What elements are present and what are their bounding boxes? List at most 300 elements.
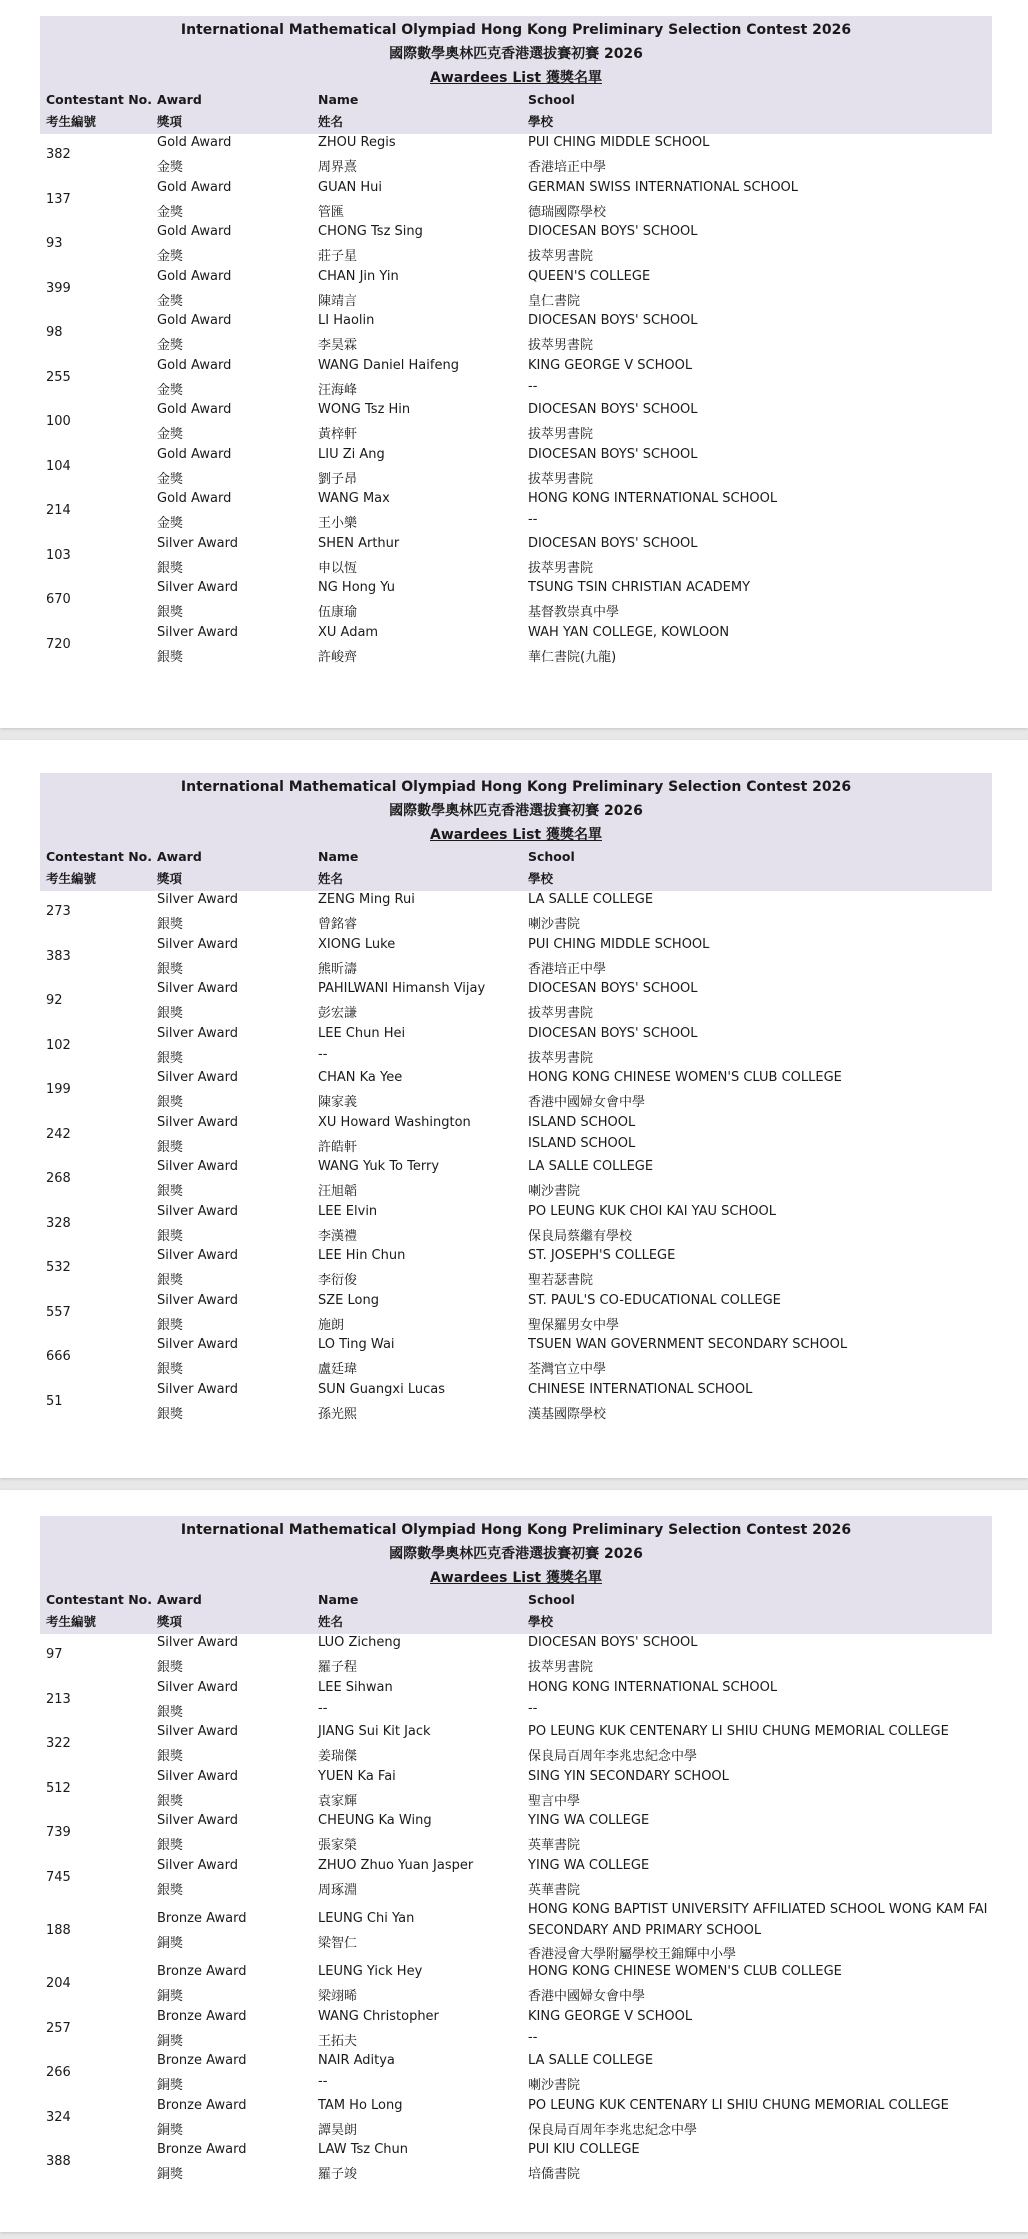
name-en: LUO Zicheng [318,1635,401,1650]
contestant-number: 204 [46,1976,71,1992]
name-zh: 羅子竣 [318,2167,358,2182]
school-zh: 喇沙書院 [528,2078,581,2093]
awardees-list-title: Awardees List 獲獎名單 [430,70,602,86]
table-row [40,268,992,313]
school-en: DIOCESAN BOYS' SCHOOL [528,1635,698,1650]
column-header-no-zh: 考生編號 [46,871,97,886]
contestant-number: 51 [46,1393,63,1409]
school-zh: 拔萃男書院 [528,249,594,264]
column-header-award-en: Award [157,849,202,864]
school-en: TSUEN WAN GOVERNMENT SECONDARY SCHOOL [528,1337,848,1352]
school-zh: 漢基國際學校 [528,1406,607,1422]
name-en: ZENG Ming Rui [318,892,415,907]
award-en: Silver Award [157,1724,238,1739]
award-zh: 金獎 [157,160,184,175]
award-en: Silver Award [157,1292,238,1308]
column-headers [40,1590,992,1634]
contestant-number: 137 [46,191,71,207]
name-zh: 曾銘睿 [318,917,358,932]
table-row [40,1857,992,1902]
school-zh: 喇沙書院 [528,1184,581,1199]
contestant-number: 100 [46,414,71,430]
award-en: Silver Award [157,624,238,640]
award-zh: 銀獎 [157,1273,184,1288]
school-en: LA SALLE COLLEGE [528,1159,654,1174]
school-en: QUEEN'S COLLEGE [528,268,651,284]
sheet-header [40,16,992,90]
contestant-number: 383 [46,948,71,964]
school-zh: 保良局百周年李兆忠紀念中學 [528,2122,698,2138]
award-zh: 銀獎 [157,605,184,620]
school-en: WAH YAN COLLEGE, KOWLOON [528,624,730,640]
name-en: TAM Ho Long [318,2097,403,2113]
name-zh: 管匯 [318,204,345,220]
school-zh: 荃灣官立中學 [528,1362,607,1377]
table-row [40,1723,992,1768]
table-row [40,446,992,491]
name-zh: 李衍俊 [318,1273,358,1288]
award-zh: 銀獎 [157,1882,184,1898]
school-zh: 拔萃男書院 [528,338,594,353]
award-en: Gold Award [157,224,232,239]
column-header-name-zh: 姓名 [318,1614,344,1629]
award-en: Gold Award [157,402,232,417]
award-en: Gold Award [157,313,232,328]
award-zh: 銅獎 [157,2122,184,2138]
table-row [40,357,992,402]
award-zh: 銀獎 [157,1362,184,1377]
table-row [40,1634,992,1679]
name-zh: 施朗 [318,1317,345,1333]
contestant-number: 399 [46,280,71,296]
award-en: Silver Award [157,981,238,996]
column-header-award-zh: 獎項 [157,1614,183,1629]
name-zh: 羅子程 [318,1660,358,1675]
school-en: HONG KONG INTERNATIONAL SCHOOL [528,1679,778,1695]
award-en: Silver Award [157,1635,238,1650]
contestant-number: 98 [46,325,63,341]
table-row [40,1768,992,1813]
name-en: SZE Long [318,1292,379,1308]
name-zh: 申以恆 [318,560,358,576]
name-zh: -- [318,1700,328,1716]
award-zh: 銀獎 [157,961,184,977]
name-zh: 李昊霖 [318,338,358,353]
contestant-number: 93 [46,236,63,252]
school-zh: 拔萃男書院 [528,1660,594,1675]
name-en: CHAN Jin Yin [318,268,399,284]
award-zh: 銅獎 [157,2033,184,2049]
award-en: Gold Award [157,357,232,373]
school-en: PO LEUNG KUK CENTENARY LI SHIU CHUNG MEMORIAL COLLEGE [528,2097,949,2113]
awardees-list-title: Awardees List 獲獎名單 [430,827,602,843]
name-zh: 梁智仁 [318,1936,358,1951]
name-en: WANG Christopher [318,2008,439,2024]
contestant-number: 739 [46,1825,71,1841]
award-en: Silver Award [157,1857,238,1873]
name-en: ZHUO Zhuo Yuan Jasper [318,1857,474,1873]
column-header-no-en: Contestant No. [46,849,152,864]
name-en: NG Hong Yu [318,580,395,595]
school-en: PUI KIU COLLEGE [528,2142,640,2157]
column-header-school-zh: 學校 [528,1614,554,1629]
name-en: YUEN Ka Fai [318,1768,396,1784]
school-en: PO LEUNG KUK CHOI KAI YAU SCHOOL [528,1203,776,1219]
name-en: CHONG Tsz Sing [318,224,423,239]
contestant-number: 666 [46,1349,71,1365]
school-zh: 基督教崇真中學 [528,605,620,620]
column-header-no-en: Contestant No. [46,92,152,107]
table-row [40,179,992,224]
award-en: Bronze Award [157,2142,247,2157]
school-en: ST. PAUL'S CO-EDUCATIONAL COLLEGE [528,1292,781,1308]
name-zh: 伍康瑜 [318,605,358,620]
school-zh: 香港中國婦女會中學 [528,1095,646,1110]
name-en: XIONG Luke [318,936,396,952]
name-zh: 盧廷瑋 [318,1362,358,1377]
school-zh: 保良局蔡繼有學校 [528,1228,633,1244]
school-en: YING WA COLLEGE [528,1813,650,1828]
column-headers [40,90,992,134]
name-zh: 熊昕濤 [318,961,358,977]
school-zh: 香港浸會大學附屬學校王錦輝中小學 [528,1947,737,1962]
column-headers [40,847,992,891]
column-header-award-en: Award [157,92,202,107]
school-zh: -- [528,512,538,527]
school-en: KING GEORGE V SCHOOL [528,357,693,373]
award-zh: 銀獎 [157,1660,184,1675]
award-en: Silver Award [157,1203,238,1219]
award-en: Gold Award [157,268,232,284]
school-zh: 保良局百周年李兆忠紀念中學 [528,1749,698,1764]
contestant-number: 257 [46,2020,71,2036]
name-en: XU Adam [318,624,379,640]
award-zh: 銀獎 [157,1317,184,1333]
school-en: ISLAND SCHOOL [528,1114,636,1130]
school-zh: 英華書院 [528,1838,581,1853]
school-en: DIOCESAN BOYS' SCHOOL [528,535,698,551]
column-header-school-zh: 學校 [528,114,554,129]
award-zh: 金獎 [157,249,184,264]
contestant-number: 199 [46,1082,71,1098]
award-zh: 銀獎 [157,1704,184,1720]
awardees-sheet [40,16,992,668]
name-zh: 彭宏謙 [318,1006,358,1021]
contest-title-zh: 國際數學奧林匹克香港選拔賽初賽 2026 [389,46,643,62]
name-en: LAW Tsz Chun [318,2142,409,2157]
column-header-school-en: School [528,1592,575,1607]
award-en: Silver Award [157,580,238,595]
contestant-number: 266 [46,2065,71,2081]
contestant-number: 104 [46,458,71,474]
school-zh: ISLAND SCHOOL [528,1135,636,1151]
name-zh: 姜瑞傑 [318,1749,358,1764]
contest-title-zh: 國際數學奧林匹克香港選拔賽初賽 2026 [389,1546,643,1562]
name-en: ZHOU Regis [318,135,396,150]
award-en: Silver Award [157,1813,238,1828]
contestant-number: 512 [46,1780,71,1796]
table-row [40,223,992,268]
name-en: CHEUNG Ka Wing [318,1813,432,1828]
award-en: Silver Award [157,1679,238,1695]
award-zh: 金獎 [157,338,184,353]
table-row [40,1381,992,1426]
contest-title-zh: 國際數學奧林匹克香港選拔賽初賽 2026 [389,803,643,819]
name-zh: 袁家輝 [318,1793,358,1809]
name-zh: 汪旭韜 [318,1184,358,1199]
name-en: NAIR Aditya [318,2053,395,2068]
award-en: Silver Award [157,1768,238,1784]
school-en: DIOCESAN BOYS' SCHOOL [528,313,698,328]
school-zh: 喇沙書院 [528,917,581,932]
name-en: LEUNG Yick Hey [318,1964,423,1979]
table-row [40,1812,992,1857]
school-zh: 聖言中學 [528,1793,581,1809]
column-header-no-zh: 考生編號 [46,1614,97,1629]
school-en: CHINESE INTERNATIONAL SCHOOL [528,1381,753,1397]
award-zh: 銀獎 [157,1095,184,1110]
award-zh: 銀獎 [157,1793,184,1809]
school-en: PO LEUNG KUK CENTENARY LI SHIU CHUNG MEMORIAL COLLEGE [528,1724,949,1739]
school-zh: 香港中國婦女會中學 [528,1989,646,2004]
award-en: Silver Award [157,1248,238,1263]
table-row [40,2141,992,2186]
column-header-award-zh: 獎項 [157,114,183,129]
school-en: DIOCESAN BOYS' SCHOOL [528,981,698,996]
name-en: LIU Zi Ang [318,446,385,462]
name-zh: 許皓軒 [318,1139,358,1155]
school-zh: -- [528,378,538,394]
awardees-sheet [40,1516,992,2186]
column-header-name-zh: 姓名 [318,871,344,886]
school-en: PUI CHING MIDDLE SCHOOL [528,936,710,952]
name-en: LEE Hin Chun [318,1248,406,1263]
sheet-header [40,773,992,847]
table-row [40,1336,992,1381]
award-en: Gold Award [157,491,232,506]
table-row [40,980,992,1025]
name-zh: 陳家義 [318,1095,358,1110]
award-zh: 銀獎 [157,1050,184,1066]
table-row [40,312,992,357]
contestant-number: 92 [46,993,63,1009]
table-row [40,401,992,446]
name-en: LEE Elvin [318,1203,378,1219]
award-en: Bronze Award [157,2008,247,2024]
award-zh: 銀獎 [157,1184,184,1199]
column-header-school-en: School [528,849,575,864]
name-en: PAHILWANI Himansh Vijay [318,981,486,996]
contestant-number: 103 [46,547,71,563]
school-zh: 華仁書院(九龍) [528,649,617,665]
column-header-no-en: Contestant No. [46,1592,152,1607]
school-zh: 拔萃男書院 [528,1006,594,1021]
table-row [40,624,992,669]
school-en: PUI CHING MIDDLE SCHOOL [528,135,710,150]
contestant-number: 255 [46,369,71,385]
award-en: Silver Award [157,1070,238,1085]
school-zh: 拔萃男書院 [528,1050,594,1066]
award-en: Silver Award [157,535,238,551]
contestant-number: 720 [46,636,71,652]
school-zh: 聖若瑟書院 [528,1273,594,1288]
table-row [40,2052,992,2097]
school-en: SING YIN SECONDARY SCHOOL [528,1768,729,1784]
award-zh: 金獎 [157,382,184,398]
contestant-number: 214 [46,503,71,519]
award-zh: 金獎 [157,471,184,487]
school-zh: 拔萃男書院 [528,471,594,487]
school-en: LA SALLE COLLEGE [528,2053,654,2068]
contest-title-en: International Mathematical Olympiad Hong Kong Preliminary Selection Contest 2026 [180,1522,852,1538]
school-en: TSUNG TSIN CHRISTIAN ACADEMY [528,580,751,595]
contestant-number: 273 [46,904,71,920]
awardees-list-title: Awardees List 獲獎名單 [430,1570,602,1586]
award-en: Bronze Award [157,1911,247,1926]
name-zh: -- [318,2074,328,2089]
school-en: HONG KONG BAPTIST UNIVERSITY AFFILIATED SCHOOL WONG KAM FAI [528,1902,988,1917]
table-row [40,1292,992,1337]
contestant-number: 97 [46,1647,63,1663]
column-header-name-en: Name [318,849,359,864]
school-zh: 聖保羅男女中學 [528,1317,620,1333]
awardees-sheet [40,773,992,1425]
school-en: KING GEORGE V SCHOOL [528,2008,693,2024]
school-en: ST. JOSEPH'S COLLEGE [528,1248,676,1263]
school-zh: 拔萃男書院 [528,560,594,576]
award-zh: 銀獎 [157,1006,184,1021]
award-zh: 銀獎 [157,560,184,576]
name-en: XU Howard Washington [318,1114,471,1130]
name-en: WANG Max [318,491,390,506]
award-en: Gold Award [157,446,232,462]
table-row [40,1025,992,1070]
name-zh: 李漢禮 [318,1228,358,1244]
name-en: SHEN Arthur [318,535,400,551]
contest-title-en: International Mathematical Olympiad Hong Kong Preliminary Selection Contest 2026 [180,22,852,38]
column-header-name-zh: 姓名 [318,114,344,129]
contestant-number: 388 [46,2154,71,2170]
table-row [40,134,992,179]
table-row [40,936,992,981]
name-en: WANG Yuk To Terry [318,1159,440,1174]
school-en: DIOCESAN BOYS' SCHOOL [528,446,698,462]
table-row [40,490,992,535]
name-en: SUN Guangxi Lucas [318,1381,445,1397]
table-row [40,1158,992,1203]
school-zh: 英華書院 [528,1882,581,1898]
contestant-number: 557 [46,1304,71,1320]
award-en: Silver Award [157,936,238,952]
contestant-number: 213 [46,1691,71,1707]
contestant-number: 322 [46,1736,71,1752]
contestant-number: 328 [46,1215,71,1231]
name-en: LEUNG Chi Yan [318,1911,415,1926]
contestant-number: 670 [46,592,71,608]
table-row [40,1203,992,1248]
name-en: GUAN Hui [318,179,382,195]
award-zh: 銀獎 [157,1228,184,1244]
award-zh: 銀獎 [157,917,184,932]
award-en: Silver Award [157,1114,238,1130]
school-en: HONG KONG INTERNATIONAL SCHOOL [528,491,778,506]
contestant-number: 745 [46,1869,71,1885]
school-en: YING WA COLLEGE [528,1857,650,1873]
school-en: HONG KONG CHINESE WOMEN'S CLUB COLLEGE [528,1964,842,1979]
contestant-number: 188 [46,1923,71,1938]
name-zh: 王拓夫 [318,2033,358,2049]
contest-title-en: International Mathematical Olympiad Hong Kong Preliminary Selection Contest 2026 [180,779,852,795]
name-zh: 孫光熙 [318,1406,358,1422]
name-zh: -- [318,1046,328,1062]
award-zh: 銀獎 [157,1838,184,1853]
table-row [40,579,992,624]
sheet-header [40,1516,992,1590]
name-en: JIANG Sui Kit Jack [318,1724,431,1739]
name-en: LO Ting Wai [318,1337,395,1352]
name-zh: 周琢淵 [318,1882,358,1898]
award-zh: 金獎 [157,516,184,531]
school-zh: 香港培正中學 [528,961,607,977]
name-zh: 許峻齊 [318,649,358,665]
name-en: LEE Sihwan [318,1679,393,1695]
contestant-number: 382 [46,147,71,163]
name-zh: 王小樂 [318,516,358,531]
award-zh: 銅獎 [157,1989,184,2004]
award-zh: 銅獎 [157,1936,184,1951]
contestant-number: 242 [46,1126,71,1142]
school-zh: 培僑書院 [528,2167,581,2182]
school-en: LA SALLE COLLEGE [528,892,654,907]
table-row [40,2097,992,2142]
school-en: HONG KONG CHINESE WOMEN'S CLUB COLLEGE [528,1070,842,1085]
name-zh: 譚昊朗 [318,2122,358,2138]
name-zh: 周界熹 [318,160,358,175]
school-en: DIOCESAN BOYS' SCHOOL [528,402,698,417]
name-en: WANG Daniel Haifeng [318,357,459,373]
award-en: Bronze Award [157,1964,247,1979]
school-zh: -- [528,1700,538,1716]
school-en: DIOCESAN BOYS' SCHOOL [528,224,698,239]
school-en: DIOCESAN BOYS' SCHOOL [528,1025,698,1041]
table-row [40,2008,992,2053]
school-en-line2: SECONDARY AND PRIMARY SCHOOL [528,1923,762,1938]
award-en: Silver Award [157,1337,238,1352]
column-header-school-zh: 學校 [528,871,554,886]
award-zh: 銀獎 [157,1139,184,1155]
award-zh: 金獎 [157,204,184,220]
award-zh: 銅獎 [157,2167,184,2182]
contestant-number: 532 [46,1260,71,1276]
school-zh: 拔萃男書院 [528,427,594,442]
table-row [40,1069,992,1114]
name-zh: 莊子星 [318,249,358,264]
name-zh: 黃梓軒 [318,427,358,442]
school-en: GERMAN SWISS INTERNATIONAL SCHOOL [528,179,799,195]
award-en: Silver Award [157,892,238,907]
school-zh: 香港培正中學 [528,160,607,175]
award-zh: 銀獎 [157,1406,184,1422]
contestant-number: 102 [46,1037,71,1053]
name-en: CHAN Ka Yee [318,1070,403,1085]
table-row [40,1901,992,1963]
name-zh: 梁翊晞 [318,1989,358,2004]
column-header-name-en: Name [318,92,359,107]
name-en: WONG Tsz Hin [318,402,411,417]
name-zh: 陳靖言 [318,293,358,309]
award-zh: 銀獎 [157,1749,184,1764]
award-zh: 銅獎 [157,2078,184,2093]
